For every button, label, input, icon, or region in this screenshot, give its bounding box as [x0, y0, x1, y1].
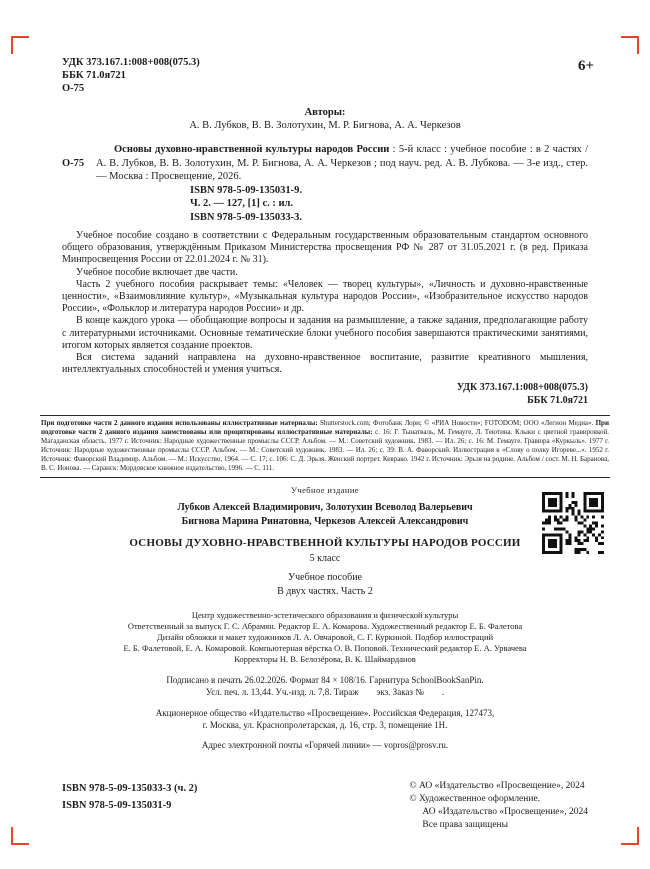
print-info — [62, 674, 588, 698]
annotation-paragraph: Часть 2 учебного пособия раскрывает темы: «Человек — творец культуры», «Личность и духовно-нравственные ценности», «Взаимовлияние культур», «Музыкальная культура народов России», «Изобразительное искусство народов России», «Фольклор и литература народов России» и др. — [62, 278, 588, 315]
bbk-code-right: ББК 71.0я721 — [527, 395, 588, 407]
subtitle-line: В двух частях. Часть 2 — [277, 585, 373, 597]
crop-mark-bottom-right — [621, 827, 639, 845]
production-line: Дизайн обложки и макет художников Л. А. Овчаровой, С. Г. Куркиной. Подбор иллюстраций — [156, 632, 494, 643]
biblio-rest: : 5-й класс : учебное пособие : в 2 частях / А. В. Лубков, В. В. Золотухин, М. Р. Бигнова, А. А. Черкезов ; под науч. ред. А. В. Лубкова. — 3-е изд., стер. — Москва : Просвещение, 2026. — [96, 144, 588, 182]
subtitle-line: Учебное пособие — [288, 572, 362, 584]
annotation-paragraph: В конце каждого урока — обобщающие вопросы и задания на размышление, а также задания, предполагающие работу с литературными источниками. Основные тематические блоки учебного пособия завершаются практическими занятиями, итогом которых является создание проектов. — [62, 315, 588, 351]
production-line: Е. Б. Фалетовой, Е. А. Комаровой. Компьютерная вёрстка О. В. Поповой. Технический редактор Е. А. Урвачева — [123, 643, 527, 654]
isbn-line: ISBN 978-5-09-135031-9 — [62, 800, 172, 812]
bibliographic-record — [62, 143, 588, 224]
grade-line: 5 класс — [309, 553, 341, 565]
annotation-paragraph: Учебное пособие включает две части. — [76, 266, 238, 278]
udk-code-right: УДК 373.167.1:008+008(075.3) — [456, 382, 588, 394]
udk-code: УДК 373.167.1:008+008(075.3) — [62, 57, 200, 68]
imprint-authors-line: Бигнова Марина Ринатовна, Черкезов Алексей Александрович — [181, 516, 469, 528]
subtitle-block — [62, 571, 588, 598]
annotation-paragraph: Вся система заданий направлена на духовно-нравственное воспитание, развитие креативного мышления, интеллектуальных способностей и умения учиться. — [62, 352, 588, 376]
production-line: Центр художественно-эстетического образования и физической культуры — [191, 610, 459, 621]
imprint-authors — [62, 501, 588, 529]
credits-text-2: с. 16: Г. Тынатваль, М. Гемауге, Л. Теютина. Клыки с цветной гравировкой. Магаданская область. 1977 г. Источник: Народные художественные промыслы СССР. Альбом. — М.: Советский художник, 1983. — Ил. 26; с. 16: М. Гемауге. Гравюра «Куркыль». 1977 г. Источник: Народные художественные промыслы СССР. Альбом. — М.: Советский художник, 1983. — Ил. 26; с. 39: В. А. Фаворский. Иллюстрация к «Слову о полку Игореве...». 1952 г. Источник: Фаворский Владимир. Альбом. — М.: Искусство, 1964. — С. 17; с. 106: С. Д. Эрьзя. Женский портрет. Кеврако. 1942 г. Источник: Эрьзя на родине. Альбом / сост. М. Н. Баранова, В. С. Ионова. — Саранск: Мордовское книжное издательство, 1996. — С. 111. — [41, 428, 609, 473]
crop-mark-top-right — [621, 36, 639, 54]
hotline-email-line: Адрес электронной почты «Горячей линии» — vopros@prosv.ru. — [201, 740, 449, 751]
production-line: Корректоры Н. В. Белозёрова, В. К. Шаймарданов — [234, 654, 416, 665]
imprint-authors-line: Лубков Алексей Владимирович, Золотухин Всеволод Валерьевич — [177, 502, 473, 514]
copyright-line: Все права защищены — [422, 820, 509, 831]
catalog-code-margin: О-75 — [62, 157, 85, 169]
catalog-code: О-75 — [62, 83, 85, 94]
credits-lead-2: При подготовке части 2 данного издания заимствованы или процитированы иллюстративные материалы: — [41, 419, 609, 437]
authors-block — [62, 106, 588, 132]
credits-text-1: Shutterstock.com; Фотобанк Лори; © «РИА Новости»; FOTODOM; ООО «Легион Медиа». — [317, 419, 596, 428]
book-title: ОСНОВЫ ДУХОВНО-НРАВСТВЕННОЙ КУЛЬТУРЫ НАРОДОВ РОССИИ — [129, 537, 521, 550]
biblio-isbn-2: ISBN 978-5-09-135033-3. — [190, 211, 302, 223]
bbk-code: ББК 71.0я721 — [62, 70, 126, 81]
copyright-line: © Художественное оформление. — [409, 794, 541, 805]
header-row — [62, 56, 594, 95]
crop-mark-top-left — [11, 36, 29, 54]
production-credits — [62, 610, 588, 665]
isbn-line: ISBN 978-5-09-135033-3 (ч. 2) — [62, 783, 198, 795]
isbn-block — [62, 780, 197, 832]
biblio-part: Ч. 2. — 127, [1] с. : ил. — [190, 198, 294, 209]
bottom-row — [62, 780, 588, 832]
age-rating-badge: 6+ — [577, 58, 594, 74]
copyright-block — [409, 780, 588, 832]
copyright-line: АО «Издательство «Просвещение», 2024 — [422, 807, 588, 818]
authors-line: А. В. Лубков, В. В. Золотухин, М. Р. Бигнова, А. А. Черкезов — [189, 120, 461, 131]
authors-heading: Авторы: — [304, 107, 346, 118]
production-line: Ответственный за выпуск Г. С. Абрамян. Редактор Е. А. Комарова. Художественный редактор Е. Б. Фалетова — [127, 621, 523, 632]
biblio-title: Основы духовно-нравственной культуры народов России — [114, 144, 390, 155]
udk-right-block — [62, 381, 588, 407]
crop-mark-bottom-left — [11, 827, 29, 845]
qr-code — [542, 492, 604, 554]
publisher-line: Акционерное общество «Издательство «Просвещение». Российская Федерация, 127473, — [155, 708, 495, 719]
print-info-line: Усл. печ. л. 13,44. Уч.-изд. л. 7,8. Тираж экз. Заказ № . — [205, 687, 445, 698]
biblio-entry — [96, 143, 588, 184]
edition-label: Учебное издание — [291, 485, 359, 496]
publisher-line: г. Москва, ул. Краснопролетарская, д. 16, стр. 3, помещение 1Н. — [202, 720, 448, 731]
annotation-paragraph: Учебное пособие создано в соответствии с Федеральным государственным образовательным стандартом основного общего образования, утверждённым Приказом Министерства просвещения РФ № 287 от 31.05.2021 г. (в ред. Приказа Минпросвещения России от 22.01.2024 г. № 31). — [62, 230, 588, 266]
biblio-isbn-1: ISBN 978-5-09-135031-9. — [190, 184, 302, 196]
print-info-line: Подписано в печать 26.02.2026. Формат 84 × 108/16. Гарнитура SchoolBookSanPin. — [166, 675, 484, 686]
illustration-credits — [40, 415, 610, 478]
annotation-block — [62, 230, 588, 376]
publisher-info — [62, 707, 588, 731]
copyright-line: © АО «Издательство «Просвещение», 2024 — [409, 781, 585, 792]
credits-lead-1: При подготовке части 2 данного издания использованы иллюстративные материалы: — [41, 419, 318, 428]
